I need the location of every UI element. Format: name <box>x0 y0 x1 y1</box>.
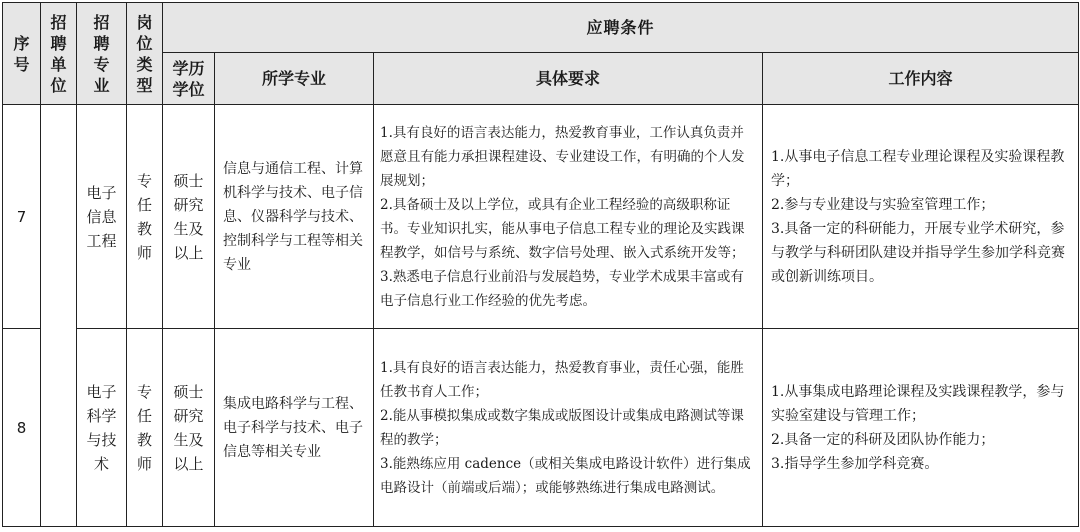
row-seq: 8 <box>3 329 41 527</box>
row-duties <box>763 329 1079 527</box>
header-requirements: 具体要求 <box>374 53 763 105</box>
requirement-item: 3.熟悉电子信息行业前沿与发展趋势，专业学术成果丰富或有电子信息行业工作经验的优先考虑。 <box>380 268 744 309</box>
requirement-item: 1.具有良好的语言表达能力，热爱教育事业，工作认真负责并愿意且有能力承担课程建设、专业建设工作，有明确的个人发展规划； <box>380 124 745 189</box>
table-row <box>3 329 1079 527</box>
duty-item: 3.具备一定的科研能力，开展专业学术研究，参与教学与科研团队建设并指导学生参加学科竞赛或创新训练项目。 <box>771 220 1065 285</box>
row-seq: 7 <box>3 105 41 329</box>
row-major-hire: 电子信息工程 <box>77 105 127 329</box>
row-requirements <box>374 329 763 527</box>
duty-item: 2.具备一定的科研及团队协作能力； <box>771 431 995 448</box>
header-unit: 招聘单位 <box>41 3 77 105</box>
header-seq: 序号 <box>3 3 41 105</box>
header-duties: 工作内容 <box>763 53 1079 105</box>
header-conditions: 应聘条件 <box>163 3 1079 53</box>
header-major-studied: 所学专业 <box>215 53 374 105</box>
recruitment-table <box>2 2 1079 527</box>
row-requirements <box>374 105 763 329</box>
header-post-type: 岗位类型 <box>127 3 163 105</box>
requirement-item: 3.能熟练应用 cadence（或相关集成电路设计软件）进行集成电路设计（前端或后端）；或能够熟练进行集成电路测试。 <box>380 455 751 496</box>
row-major-hire: 电子科学与技术 <box>77 329 127 527</box>
row-major-studied: 集成电路科学与工程、电子科学与技术、电子信息等相关专业 <box>215 329 374 527</box>
row-post-type: 专任教师 <box>127 329 163 527</box>
header-degree: 学历学位 <box>163 53 215 105</box>
row-post-type: 专任教师 <box>127 105 163 329</box>
duty-item: 1.从事电子信息工程专业理论课程及实验课程教学； <box>771 148 1065 189</box>
duty-item: 1.从事集成电路理论课程及实践课程教学，参与实验室建设与管理工作； <box>771 383 1065 424</box>
requirement-item: 1.具有良好的语言表达能力，热爱教育事业，责任心强，能胜任教书育人工作； <box>380 359 744 400</box>
row-major-studied: 信息与通信工程、计算机科学与技术、电子信息、仪器科学与技术、控制科学与工程等相关专业 <box>215 105 374 329</box>
duty-item: 2.参与专业建设与实验室管理工作； <box>771 196 995 213</box>
row-degree: 硕士研究生及以上 <box>163 105 215 329</box>
header-major-hire: 招聘专业 <box>77 3 127 105</box>
duty-item: 3.指导学生参加学科竞赛。 <box>771 455 939 472</box>
row-unit <box>41 105 77 527</box>
requirement-item: 2.能从事模拟集成或数字集成或版图设计或集成电路测试等课程的教学； <box>380 407 744 448</box>
row-duties <box>763 105 1079 329</box>
requirement-item: 2.具备硕士及以上学位，或具有企业工程经验的高级职称证书。专业知识扎实，能从事电子信息工程专业的理论及实践课程教学，如信号与系统、数字信号处理、嵌入式系统开发等； <box>380 196 745 261</box>
row-degree: 硕士研究生及以上 <box>163 329 215 527</box>
table-row <box>3 105 1079 329</box>
